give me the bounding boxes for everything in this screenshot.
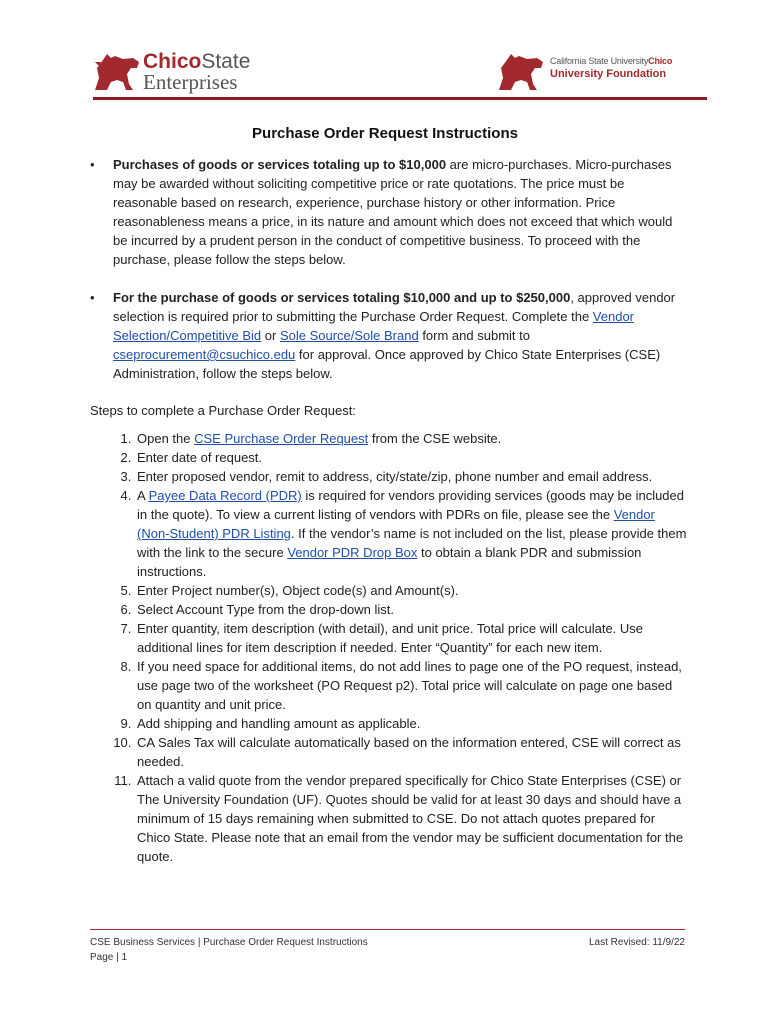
bullet-icon: •	[90, 290, 95, 305]
steps-heading: Steps to complete a Purchase Order Request:	[90, 403, 356, 418]
document-body	[90, 155, 690, 866]
bullet-item: • For the purchase of goods or services totaling $10,000 and up to $250,000, approved vendor selection is required prior to submitting the Purchase Order Request. Complete the Vendor Selection/Competitive Bid or Sole Source/Sole Brand form and submit to cseprocurement@csuchico.edu for approval. Once approved by Chico State Enterprises (CSE) Administration, follow the steps below.	[90, 290, 676, 381]
logo-right-line2: University Foundation	[550, 68, 667, 80]
wildcat-icon	[93, 50, 143, 92]
last-revised: Last Revised: 11/9/22	[589, 937, 685, 948]
vendor-selection-link[interactable]: Vendor Selection/Competitive Bid	[113, 309, 634, 343]
list-item: 10. CA Sales Tax will calculate automatically based on the information entered, CSE will correct as needed.	[135, 733, 690, 771]
header-divider	[93, 97, 707, 100]
list-item: 11. Attach a valid quote from the vendor prepared specifically for Chico State Enterprises (CSE) or The University Foundation (UF). Quotes should be valid for at least 30 days and should have a minimum of 15 days remaining when submitted to CSE. Do not attach quotes prepared for Chico State. Please note that an email from the vendor may be sufficient documentation for the quote.	[135, 771, 690, 866]
bullet-icon: •	[90, 157, 95, 172]
list-item: 3. Enter proposed vendor, remit to address, city/state/zip, phone number and email address.	[135, 467, 690, 486]
list-item: 4. A Payee Data Record (PDR) is required for vendors providing services (goods may be included in the quote). To view a current listing of vendors with PDRs on file, please see the Vendor (Non-Student) PDR Listing. If the vendor’s name is not included on the list, please provide them with the link to the secure Vendor PDR Drop Box to obtain a blank PDR and submission instructions.	[135, 486, 690, 581]
list-item: 9. Add shipping and handling amount as applicable.	[135, 714, 690, 733]
list-item: 7. Enter quantity, item description (with detail), and unit price. Total price will calculate. Use additional lines for item description if needed. Enter “Quantity” for each new item.	[135, 619, 690, 657]
list-item: 2. Enter date of request.	[135, 448, 690, 467]
list-item: 5. Enter Project number(s), Object code(s) and Amount(s).	[135, 581, 690, 600]
page-footer	[90, 935, 685, 965]
bullet-item: • Purchases of goods or services totaling up to $10,000 are micro-purchases. Micro-purchases may be awarded without soliciting competitive price or rate quotations. The price must be reasonable based on research, experience, purchase history or other information. Price reasonableness means a price, in its nature and amount which does not exceed that which would be incurred by a prudent person in the conduct of competitive business. To proceed with the purchase, please follow the steps below.	[90, 157, 673, 267]
po-request-link[interactable]: CSE Purchase Order Request	[194, 431, 369, 446]
chico-state-enterprises-logo	[93, 50, 263, 94]
pdr-drop-box-link[interactable]: Vendor PDR Drop Box	[287, 545, 418, 560]
procurement-email-link[interactable]: cseprocurement@csuchico.edu	[113, 347, 296, 362]
footer-divider	[90, 929, 685, 930]
footer-title: CSE Business Services | Purchase Order Request Instructions	[90, 937, 368, 948]
university-foundation-logo	[497, 50, 707, 94]
pdr-listing-link[interactable]: Vendor (Non-Student) PDR Listing	[137, 507, 655, 541]
logo-line2: Enterprises	[143, 70, 238, 94]
logo-line1: ChicoState	[143, 50, 251, 73]
list-item: 1. Open the CSE Purchase Order Request from the CSE website.	[135, 429, 690, 448]
logo-right-line1: California State UniversityChico	[550, 56, 673, 66]
sole-source-link[interactable]: Sole Source/Sole Brand	[279, 328, 419, 343]
list-item: 8. If you need space for additional items, do not add lines to page one of the PO request, instead, use page two of the worksheet (PO Request p2). Total price will calculate on page one based on quantity and unit price.	[135, 657, 690, 714]
list-item: 6. Select Account Type from the drop-down list.	[135, 600, 690, 619]
page-number: Page | 1	[90, 952, 128, 963]
page-title: Purchase Order Request Instructions	[252, 125, 518, 142]
steps-list	[90, 429, 690, 866]
wildcat-icon	[497, 50, 547, 92]
page-header	[0, 0, 770, 110]
payee-data-record-link[interactable]: Payee Data Record (PDR)	[148, 488, 302, 503]
